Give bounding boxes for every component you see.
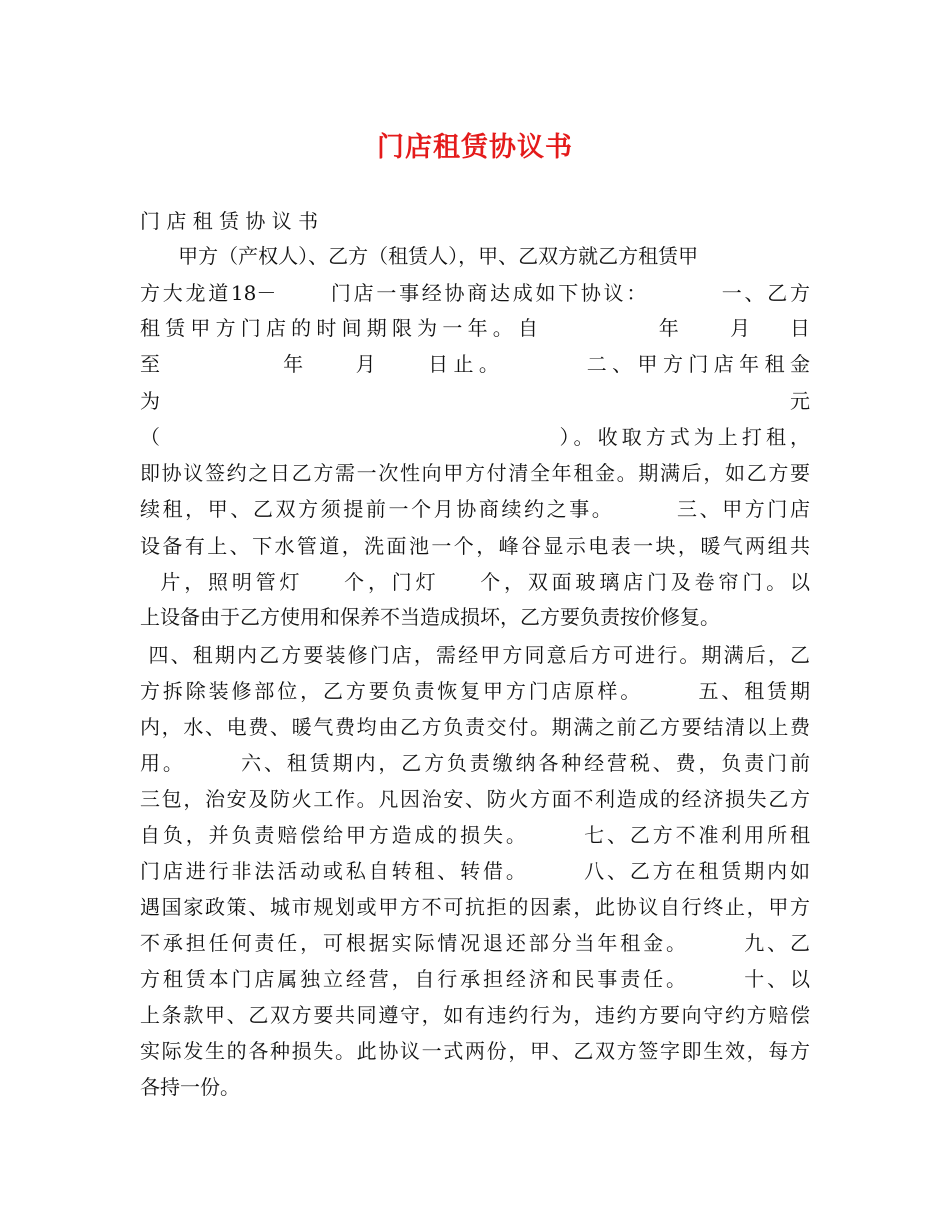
body-line: 实际发生的各种损失。此协议一式两份，甲、乙双方签字即生效，每方: [140, 1039, 810, 1063]
body-line: 门店进行非法活动或私自转租、转借。 八、乙方在租赁期内如: [140, 859, 810, 883]
subtitle-line: 门 店 租 赁 协 议 书: [140, 209, 319, 233]
body-line: 方拆除装修部位，乙方要负责恢复甲方门店原样。 五、租赁期: [140, 679, 810, 703]
document-title: 门店租赁协议书: [377, 132, 573, 163]
body-line: 方大龙道18－ 门店一事经协商达成如下协议： 一、乙方: [140, 281, 810, 305]
body-line: 各持一份。: [140, 1075, 240, 1099]
body-line: 上设备由于乙方使用和保养不当造成损坏，乙方要负责按价修复。: [140, 605, 720, 629]
body-line: 甲方（产权人）、乙方（租赁人），甲、乙双方就乙方租赁甲: [140, 244, 699, 268]
body-line: 自负，并负责赔偿给甲方造成的损失。 七、乙方不准利用所租: [140, 823, 810, 847]
body-line: 至 年 月 日止。 二、甲方门店年租金: [140, 352, 810, 376]
body-line: 四、租期内乙方要装修门店，需经甲方同意后方可进行。期满后，乙: [140, 643, 810, 667]
body-line: 续租，甲、乙双方须提前一个月协商续约之事。 三、甲方门店: [140, 497, 810, 521]
body-line: 方租赁本门店属独立经营，自行承担经济和民事责任。 十、以: [140, 967, 810, 991]
body-line: 租赁甲方门店的时间期限为一年。自 年 月 日: [140, 316, 810, 340]
body-line: 不承担任何责任，可根据实际情况退还部分当年租金。 九、乙: [140, 931, 810, 955]
body-line: 为 元: [140, 389, 810, 413]
body-line: 设备有上、下水管道，洗面池一个，峰谷显示电表一块，暖气两组共: [140, 534, 810, 558]
body-line: 内，水、电费、暖气费均由乙方负责交付。期满之前乙方要结清以上费: [140, 715, 810, 739]
body-line: 即协议签约之日乙方需一次性向甲方付清全年租金。期满后，如乙方要: [140, 461, 810, 485]
body-line: 三包，治安及防火工作。凡因治安、防火方面不利造成的经济损失乙方: [140, 787, 810, 811]
body-line: 片，照明管灯 个，门灯 个，双面玻璃店门及卷帘门。以: [140, 570, 810, 594]
body-line: 上条款甲、乙双方要共同遵守，如有违约行为，违约方要向守约方赔偿: [140, 1003, 810, 1027]
body-line: （ ）。收取方式为上打租，: [140, 425, 810, 449]
body-line: 遇国家政策、城市规划或甲方不可抗拒的因素，此协议自行终止，甲方: [140, 895, 810, 919]
body-line: 用。 六、租赁期内，乙方负责缴纳各种经营税、费，负责门前: [140, 751, 810, 775]
